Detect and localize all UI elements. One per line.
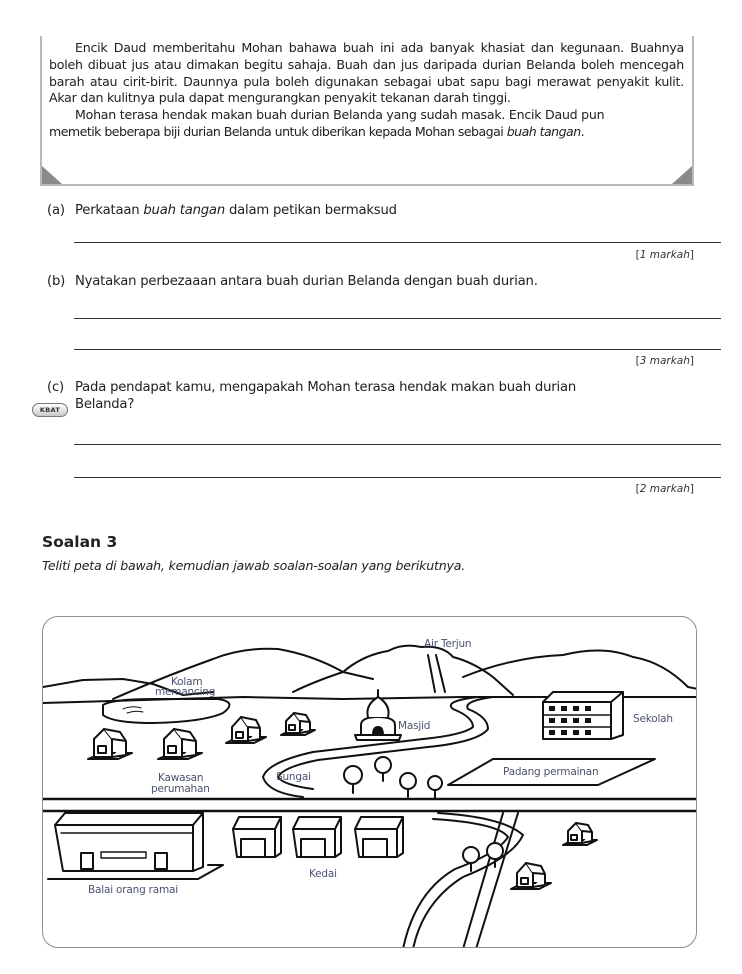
marks-b [636,355,694,367]
corner-decoration-right [672,166,692,184]
bracket: ] [689,483,694,495]
bracket: [ [635,355,640,367]
tree [344,766,362,793]
question-label: (a) [47,203,65,218]
passage-text: . [580,123,585,139]
label-community-hall: Balai orang ramai [88,884,179,896]
main-road [43,799,697,811]
question-a [47,203,397,218]
label-mosque: Masjid [398,720,431,732]
house [158,729,202,759]
label-shops: Kedai [309,868,337,880]
question-label: (b) [47,274,66,289]
question-b [47,274,538,289]
fishing-pond [103,699,229,723]
label-housing-line-2: perumahan [151,783,210,795]
kbat-badge: KBAT [32,403,68,417]
marks-word: markah [646,483,690,495]
tree [400,773,416,797]
question-text: Perkataan [75,203,144,218]
passage-paragraph-2-line-1: Mohan terasa hendak makan buah durian Belanda yang sudah masak. Encik Daud pun [75,107,605,123]
marks-word: markah [646,249,690,261]
label-school: Sekolah [633,713,673,725]
marks-a [636,249,694,261]
marks-number: 3 [639,355,647,367]
map-drawing [43,617,697,948]
tree [463,847,479,871]
tree [428,776,442,798]
label-pond-line-1: Kolam [171,676,203,688]
school-building [543,692,623,739]
side-road [463,813,518,948]
bracket: ] [689,355,694,367]
waterfall [428,655,445,692]
tree [487,843,503,867]
question-c-line-2: Belanda? [75,397,135,412]
bracket: ] [689,249,694,261]
answer-line-b1[interactable] [74,318,721,319]
marks-number: 1 [639,249,647,261]
passage-paragraph-1: Encik Daud memberitahu Mohan bahawa buah ini ada banyak khasiat dan kegunaan. Buahnya boleh dibuat jus atau dimakan begitu sahaja. Buah dan jus daripada durian Belanda boleh mencegah barah atau cirit-birit. Daunnya pula boleh digunakan sebagai ubat sapu bagi merawat penyakit kulit. Akar dan kulitnya pula dapat mengurangkan penyakit tekanan darah tinggi. [49,40,684,106]
marks-c [636,483,694,495]
answer-line-b2[interactable] [74,349,721,350]
house [511,863,551,889]
hill-back [113,649,373,699]
bracket: [ [635,483,640,495]
tree [375,757,391,781]
curved-road [403,813,523,948]
question-label: (c) [47,380,64,395]
bracket: [ [635,249,640,261]
answer-line-c2[interactable] [74,477,721,478]
corner-decoration-left [42,166,62,184]
answer-line-a1[interactable] [74,242,721,243]
label-waterfall: Air Terjun [424,638,472,650]
shop [355,817,403,857]
question-text: Nyatakan perbezaaan antara buah durian Belanda dengan buah durian. [75,274,538,289]
label-housing-line-1: Kawasan [158,772,204,784]
passage-emphasis: buah tangan [506,123,581,139]
marks-number: 2 [639,483,647,495]
label-pond-line-2: memancing [155,686,216,698]
house [88,729,132,759]
question-emphasis: buah tangan [143,203,225,218]
shop [233,817,281,857]
village-map [42,616,697,948]
marks-word: markah [646,355,690,367]
passage-text: memetik beberapa biji durian Belanda untuk diberikan kepada Mohan sebagai [49,123,507,139]
passage-paragraph-2-line-2 [49,124,684,141]
community-hall [48,813,223,879]
hill-right [463,650,697,689]
label-playing-field: Padang permainan [503,766,599,778]
question-text: dalam petikan bermaksud [224,203,397,218]
reading-passage [40,36,694,186]
house [563,823,597,845]
question-c [47,380,576,395]
section-title: Soalan 3 [42,533,118,551]
section-instruction: Teliti peta di bawah, kemudian jawab soalan-soalan yang berikutnya. [42,558,466,573]
shop [293,817,341,857]
answer-line-c1[interactable] [74,444,721,445]
label-river: Sungai [276,771,311,783]
house [281,713,315,735]
house [226,717,266,743]
question-text: Pada pendapat kamu, mengapakah Mohan terasa hendak makan buah durian [75,380,576,395]
